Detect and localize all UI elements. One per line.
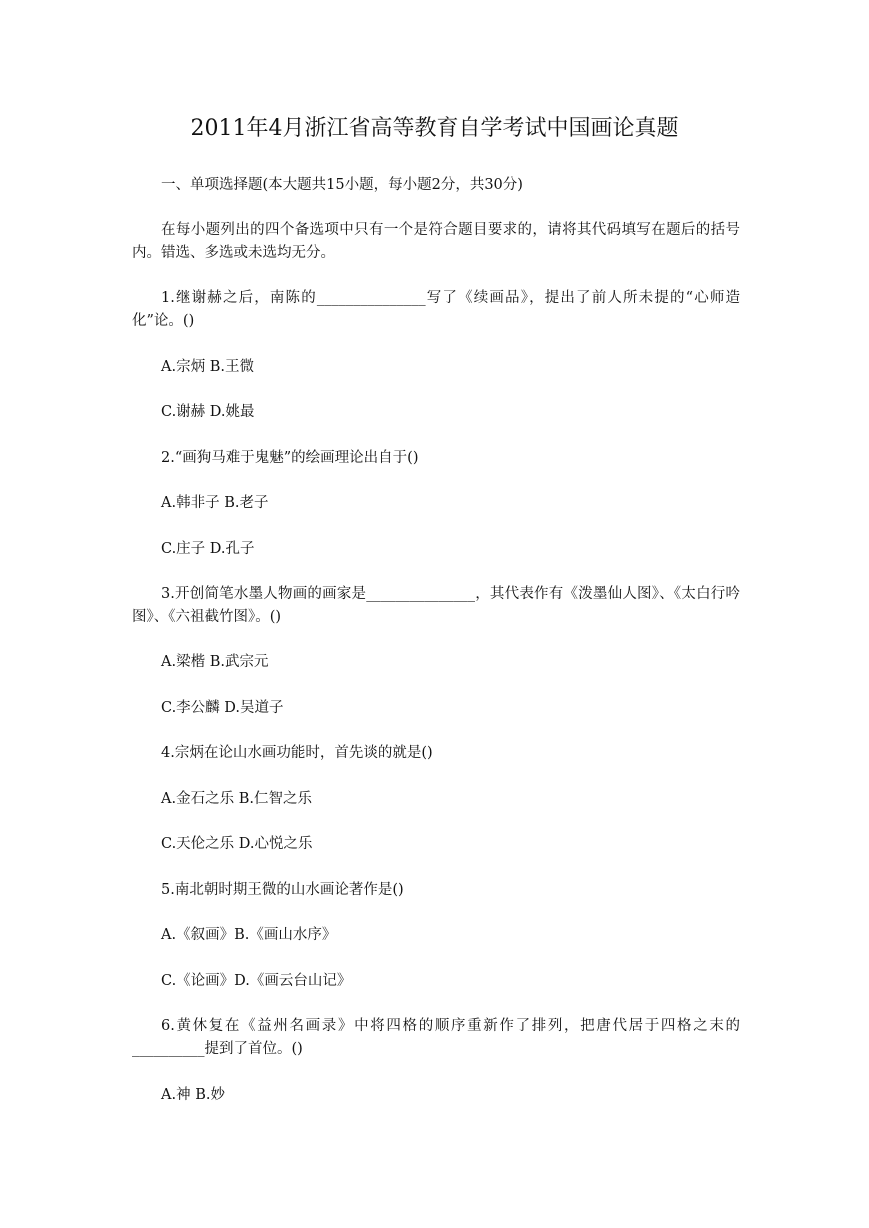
document-title: 2011年4月浙江省高等教育自学考试中国画论真题 <box>190 116 679 141</box>
question-6-stem: 6.黄休复在《益州名画录》中将四格的顺序重新作了排列，把唐代居于四格之末的__________提到了首位。() <box>132 1018 740 1057</box>
question-4-options-cd: C.天伦之乐 D.心悦之乐 <box>161 836 313 852</box>
question-5-options-ab: A.《叙画》B.《画山水序》 <box>161 927 337 943</box>
question-3-options-ab: A.梁楷 B.武宗元 <box>161 654 269 670</box>
question-1-options-ab: A.宗炳 B.王微 <box>161 359 254 375</box>
question-4-stem: 4.宗炳在论山水画功能时，首先谈的就是() <box>161 745 433 761</box>
question-5-options-cd: C.《论画》D.《画云台山记》 <box>161 973 352 989</box>
question-2-options-cd: C.庄子 D.孔子 <box>161 541 255 557</box>
question-2-options-ab: A.韩非子 B.老子 <box>161 495 269 511</box>
question-6-options-ab: A.神 B.妙 <box>161 1087 225 1103</box>
question-1-stem: 1.继谢赫之后，南陈的_______________写了《续画品》，提出了前人所未提的“心师造化”论。() <box>132 290 740 329</box>
question-3-stem: 3.开创简笔水墨人物画的画家是_______________，其代表作有《泼墨仙人图》、《太白行吟图》、《六祖截竹图》。() <box>132 586 740 625</box>
question-5-stem: 5.南北朝时期王微的山水画论著作是() <box>161 882 404 898</box>
question-4-options-ab: A.金石之乐 B.仁智之乐 <box>161 791 312 807</box>
instructions: 在每小题列出的四个备选项中只有一个是符合题目要求的，请将其代码填写在题后的括号内。错选、多选或未选均无分。 <box>132 222 740 261</box>
section-heading: 一、单项选择题(本大题共15小题，每小题2分，共30分) <box>161 177 523 193</box>
question-2-stem: 2.“画狗马难于鬼魅”的绘画理论出自于() <box>161 450 419 466</box>
question-1-options-cd: C.谢赫 D.姚最 <box>161 404 255 420</box>
question-3-options-cd: C.李公麟 D.吴道子 <box>161 700 284 716</box>
